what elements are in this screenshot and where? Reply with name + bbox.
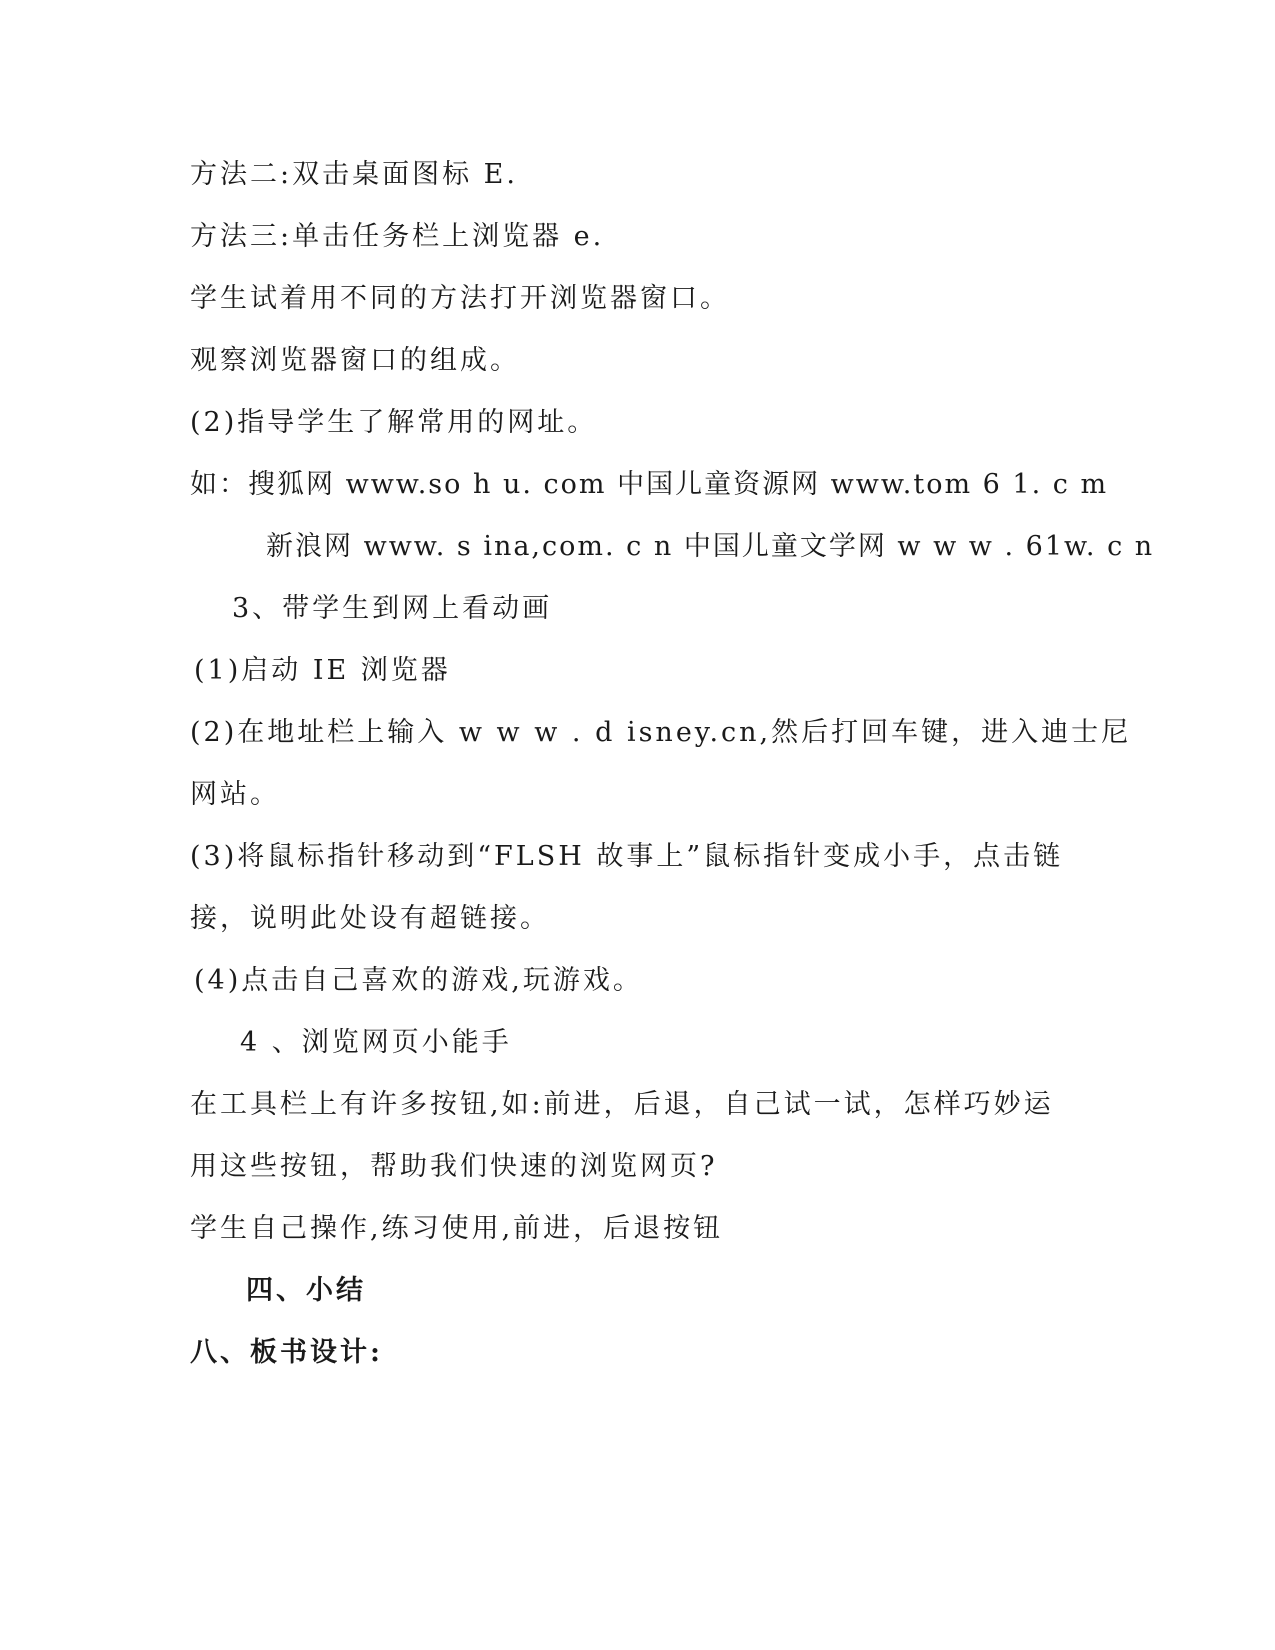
text-line: (4)点击自己喜欢的游戏,玩游戏。 <box>194 965 643 996</box>
text-line: 观察浏览器窗口的组成。 <box>190 345 520 376</box>
section-heading: 4 、浏览网页小能手 <box>240 1027 512 1058</box>
text-line: 接，说明此处设有超链接。 <box>190 903 550 934</box>
text-line: 方法二:双击桌面图标 E. <box>190 159 518 190</box>
text-line: 用这些按钮，帮助我们快速的浏览网页? <box>190 1151 718 1182</box>
section-heading: 3、带学生到网上看动画 <box>232 593 553 624</box>
text-line: (3)将鼠标指针移动到“FLSH 故事上”鼠标指针变成小手，点击链 <box>190 841 1064 872</box>
text-line: 网站。 <box>190 779 280 810</box>
text-line: 学生试着用不同的方法打开浏览器窗口。 <box>190 283 730 314</box>
text-line: 如：搜狐网 www.so h u. com 中国儿童资源网 www.tom 6 1. c m <box>190 469 1109 500</box>
text-line: 学生自己操作,练习使用,前进，后退按钮 <box>190 1213 724 1244</box>
section-heading-summary: 四、小结 <box>246 1275 366 1306</box>
text-line: 方法三:单击任务栏上浏览器 e. <box>190 221 605 252</box>
text-line: (1)启动 IE 浏览器 <box>194 655 451 686</box>
section-heading-board-design: 八、板书设计: <box>190 1337 383 1368</box>
text-line: 在工具栏上有许多按钮,如:前进，后退，自己试一试，怎样巧妙运 <box>190 1089 1054 1120</box>
text-line: 新浪网 www. s ina,com. c n 中国儿童文学网 w w w . 61w. c n <box>266 531 1155 562</box>
text-line: (2)在地址栏上输入 w w w . d isney.cn,然后打回车键，进入迪士尼 <box>190 717 1132 748</box>
text-line: (2)指导学生了解常用的网址。 <box>190 407 598 438</box>
